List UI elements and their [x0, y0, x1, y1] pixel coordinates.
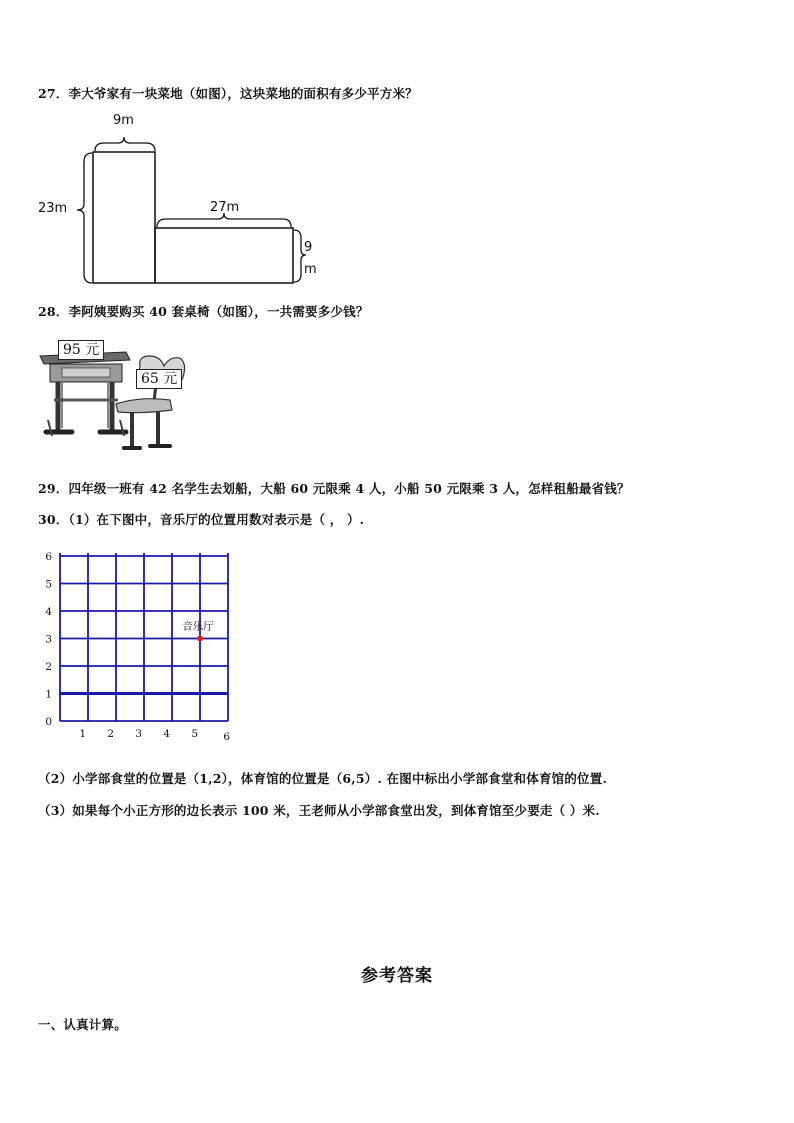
label-left-height: 23m: [38, 201, 68, 216]
chair-price-tag: 65 元: [136, 369, 182, 389]
question-27: 27．李大爷家有一块菜地（如图），这块菜地的面积有多少平方米？: [38, 86, 418, 101]
x-tick-label: 1: [79, 728, 86, 740]
y-tick-label: 1: [45, 688, 52, 701]
y-tick-label: 5: [45, 578, 52, 591]
y-tick-label: 2: [45, 661, 52, 673]
y-tick-label: 3: [45, 633, 52, 646]
concert-hall-label: 音乐厅: [182, 620, 214, 633]
label-right-height-unit: m: [304, 262, 317, 277]
answer-heading: 参考答案: [361, 966, 433, 986]
x-tick-label: 4: [163, 728, 170, 740]
desk-price-tag: 95 元: [58, 340, 104, 360]
concert-hall-point: [197, 636, 203, 642]
label-right-height-num: 9: [304, 240, 313, 255]
answer-section-1: 一、认真计算。: [38, 1017, 127, 1032]
label-right-width: 27m: [210, 200, 240, 215]
question-28: 28．李阿姨要购买 40 套桌椅（如图），一共需要多少钱？: [38, 304, 369, 319]
question-29: 29．四年级一班有 42 名学生去划船，大船 60 元限乘 4 人，小船 50 元限乘 3 人，怎样租船最省钱？: [38, 481, 630, 496]
x-tick-label: 3: [135, 728, 142, 740]
question-30-part3: （3）如果每个小正方形的边长表示 100 米，王老师从小学部食堂出发，到体育馆至少要走（ ）米.: [38, 803, 600, 818]
y-tick-label: 6: [45, 551, 52, 563]
label-top-width: 9m: [113, 113, 134, 128]
question-30-part1: 30．（1）在下图中，音乐厅的位置用数对表示是（ ， ）.: [38, 512, 365, 527]
y-tick-label: 4: [45, 606, 52, 618]
x-tick-label: 2: [107, 728, 114, 740]
x-tick-label: 6: [223, 731, 230, 743]
question-30-part2: （2）小学部食堂的位置是（1,2），体育馆的位置是（6,5）. 在图中标出小学部食堂和体育馆的位置.: [38, 771, 607, 786]
x-tick-label: 5: [191, 728, 198, 740]
y-tick-label: 0: [45, 716, 52, 728]
